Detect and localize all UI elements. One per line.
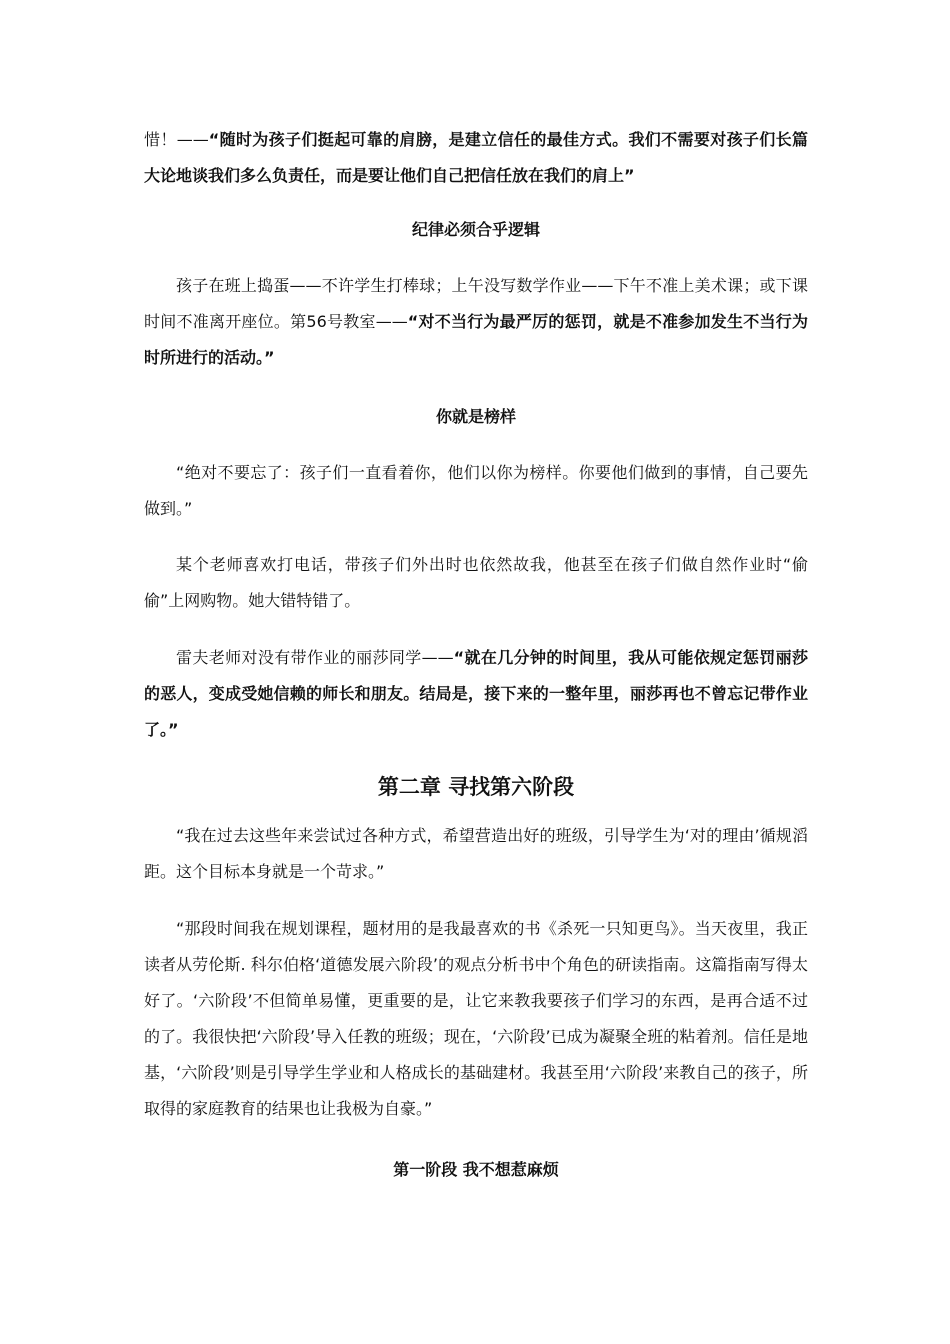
paragraph-trust bbox=[144, 122, 808, 194]
paragraph-phone-teacher: 某个老师喜欢打电话，带孩子们外出时也依然故我，他甚至在孩子们做自然作业时“偷偷”上网购物。她大错特错了。 bbox=[144, 555, 808, 610]
chapter-title: 第二章 寻找第六阶段 bbox=[377, 774, 575, 799]
paragraph-discipline-text: 孩子在班上捣蛋——不许学生打棒球；上午没写数学作业——下午不准上美术课；或下课时间不准离开座位。第56号教室—— bbox=[144, 276, 808, 331]
paragraph-lisa-text: 雷夫老师对没有带作业的丽莎同学—— bbox=[176, 648, 454, 667]
section-heading-stage-one: 第一阶段 我不想惹麻烦 bbox=[393, 1160, 559, 1179]
paragraph-discipline bbox=[144, 268, 808, 376]
paragraph-discipline-quote: “对不当行为最严厉的惩罚，就是不准参加发生不当行为时所进行的活动。” bbox=[144, 312, 808, 367]
paragraph-trust-quote: “随时为孩子们挺起可靠的肩膀，是建立信任的最佳方式。我们不需要对孩子们长篇大论地谈我们多么负责任，而是要让他们自己把信任放在我们的肩上” bbox=[144, 130, 808, 185]
paragraph-past-attempts: “我在过去这些年来尝试过各种方式，希望营造出好的班级，引导学生为‘对的理由’循规滔距。这个目标本身就是一个苛求。” bbox=[144, 826, 808, 881]
section-heading-discipline: 纪律必须合乎逻辑 bbox=[411, 220, 540, 239]
paragraph-six-stages: “那段时间我在规划课程，题材用的是我最喜欢的书《杀死一只知更鸟》。当天夜里，我正读者从劳伦斯. 科尔伯格‘道德发展六阶段’的观点分析书中个角色的研读指南。这篇指南写得太好了。‘六阶段’不但简单易懂，更重要的是，让它来教我要孩子们学习的东西，是再合适不过的了。我很快把‘六阶段’导入任教的班级；现在，‘六阶段’已成为凝聚全班的粘着剂。信任是地基，‘六阶段’则是引导学生学业和人格成长的基础建材。我甚至用‘六阶段’来教自己的孩子，所取得的家庭教育的结果也让我极为自豪。” bbox=[144, 919, 808, 1118]
paragraph-lisa-quote: “就在几分钟的时间里，我从可能依规定惩罚丽莎的恶人，变成受她信赖的师长和朋友。结局是，接下来的一整年里，丽莎再也不曾忘记带作业了。” bbox=[144, 648, 808, 739]
section-heading-role-model: 你就是榜样 bbox=[435, 407, 516, 426]
paragraph-lisa bbox=[144, 640, 808, 748]
paragraph-trust-lead: 惜！—— bbox=[144, 130, 209, 149]
paragraph-role-model-quote: “绝对不要忘了：孩子们一直看着你，他们以你为榜样。你要他们做到的事情，自己要先做到。” bbox=[144, 463, 808, 518]
